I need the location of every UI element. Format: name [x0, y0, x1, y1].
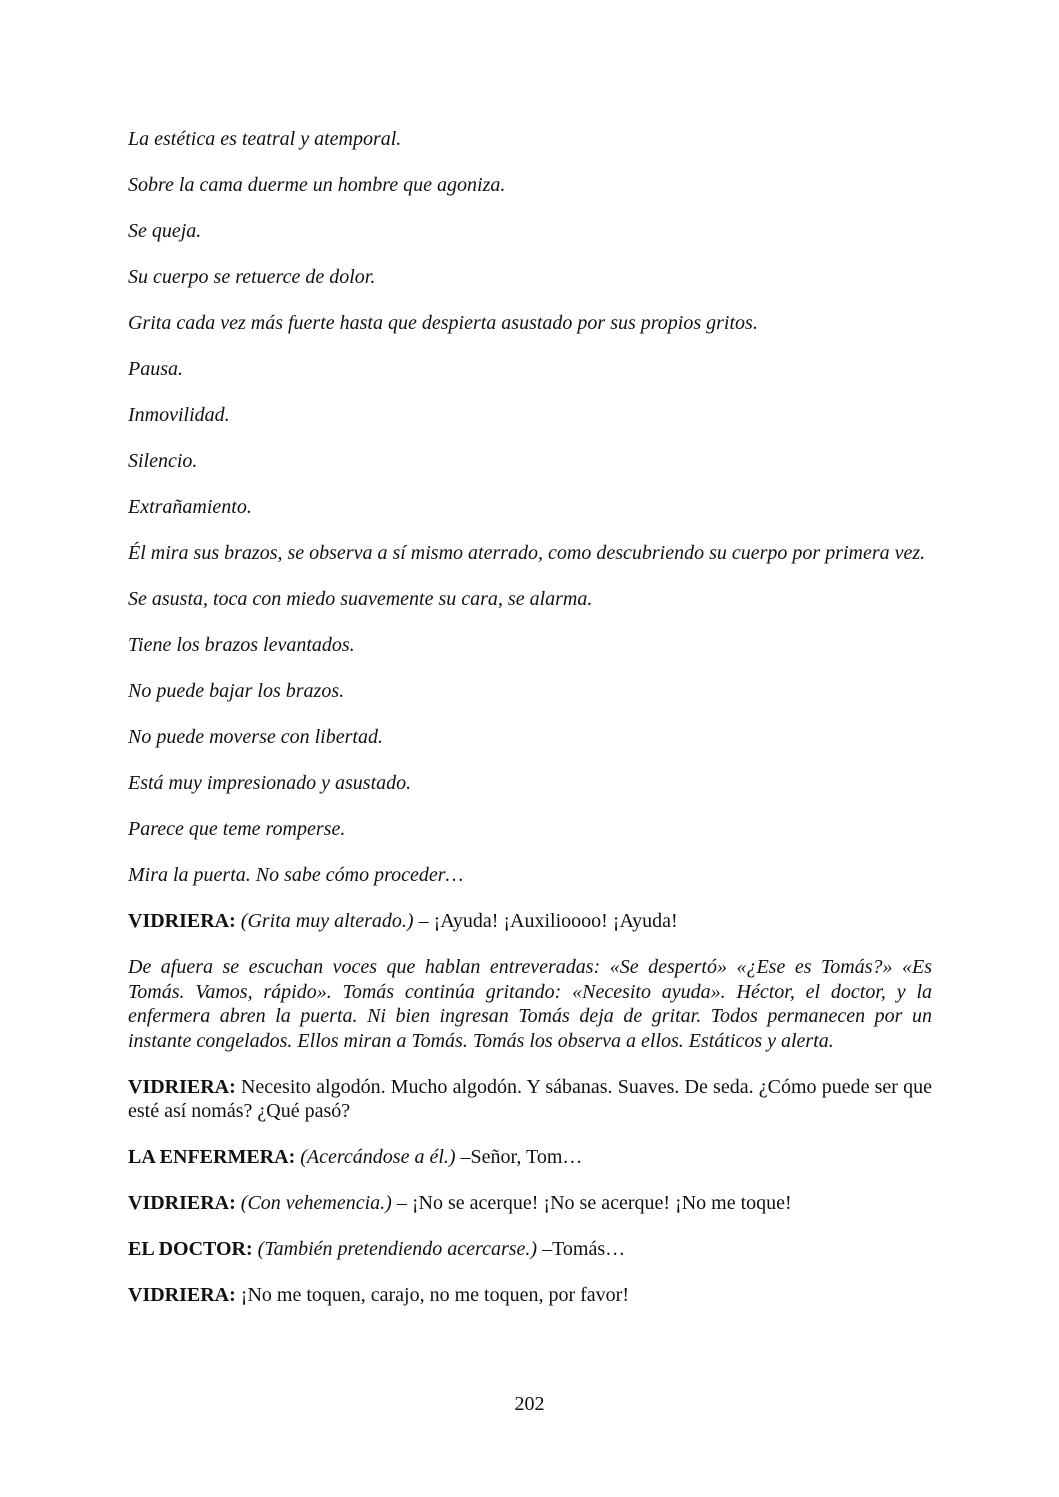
speaker-name: VIDRIERA: — [128, 910, 236, 932]
stage-direction: Inmovilidad. — [128, 404, 230, 426]
speaker-name: VIDRIERA: — [128, 1192, 236, 1214]
stage-direction: La estética es teatral y atemporal. — [128, 128, 402, 150]
stage-direction: No puede bajar los brazos. — [128, 680, 345, 702]
speaker-name: EL DOCTOR: — [128, 1238, 253, 1260]
stage-direction: Está muy impresionado y asustado. — [128, 772, 412, 794]
spoken-text: ¡No me toquen, carajo, no me toquen, por favor! — [240, 1284, 629, 1306]
stage-direction: Sobre la cama duerme un hombre que agoniza. — [128, 174, 506, 196]
stage-direction: Silencio. — [128, 450, 198, 472]
speaker-name: LA ENFERMERA: — [128, 1146, 296, 1168]
dialogue-line — [128, 1283, 932, 1308]
stage-direction: Tiene los brazos levantados. — [128, 634, 355, 656]
dialogue-line — [128, 1145, 932, 1170]
stage-direction: Él mira sus brazos, se observa a sí mismo aterrado, como descubriendo su cuerpo por primera vez. — [128, 542, 926, 564]
stage-aside: (Acercándose a él.) — [300, 1146, 456, 1168]
spoken-text: Necesito algodón. Mucho algodón. Y sábanas. Suaves. De seda. ¿Cómo puede ser que esté así nomás? ¿Qué pasó? — [128, 1075, 933, 1122]
page-number: 202 — [514, 1393, 545, 1415]
stage-direction: Mira la puerta. No sabe cómo proceder… — [128, 864, 464, 886]
stage-aside: (Grita muy alterado.) — [240, 910, 414, 932]
speaker-name: VIDRIERA: — [128, 1284, 236, 1306]
stage-aside: (Con vehemencia.) — [240, 1192, 392, 1214]
stage-direction: Se asusta, toca con miedo suavemente su cara, se alarma. — [128, 588, 593, 610]
stage-direction: No puede moverse con libertad. — [128, 726, 383, 748]
spoken-text: – ¡Ayuda! ¡Auxilioooo! ¡Ayuda! — [418, 910, 678, 932]
spoken-text: –Señor, Tom… — [460, 1146, 583, 1168]
dialogue-line — [128, 1075, 932, 1124]
stage-direction: Extrañamiento. — [128, 496, 252, 518]
stage-direction: Grita cada vez más fuerte hasta que despierta asustado por sus propios gritos. — [128, 312, 758, 334]
spoken-text: – ¡No se acerque! ¡No se acerque! ¡No me toque! — [396, 1192, 792, 1214]
stage-direction: Parece que teme romperse. — [128, 818, 346, 840]
speaker-name: VIDRIERA: — [128, 1075, 236, 1098]
dialogue-line — [128, 1191, 932, 1216]
stage-direction-long: De afuera se escuchan voces que hablan entreveradas: «Se despertó» «¿Ese es Tomás?» «Es Tomás. Vamos, rápido». Tomás continúa gritando: «Necesito ayuda». Héctor, el doctor, y la enfermera abren la puerta. Ni bien ingresan Tomás deja de gritar. Todos permanecen por un instante congelados. Ellos miran a Tomás. Tomás los observa a ellos. Estáticos y alerta. — [128, 956, 932, 1052]
stage-aside: (También pretendiendo acercarse.) — [257, 1238, 538, 1260]
dialogue-line — [128, 1237, 932, 1262]
dialogue-line — [128, 909, 932, 934]
spoken-text: –Tomás… — [542, 1238, 626, 1260]
play-text — [128, 127, 932, 1329]
stage-direction: Su cuerpo se retuerce de dolor. — [128, 266, 376, 288]
stage-direction: Se queja. — [128, 220, 202, 242]
stage-direction: Pausa. — [128, 358, 183, 380]
